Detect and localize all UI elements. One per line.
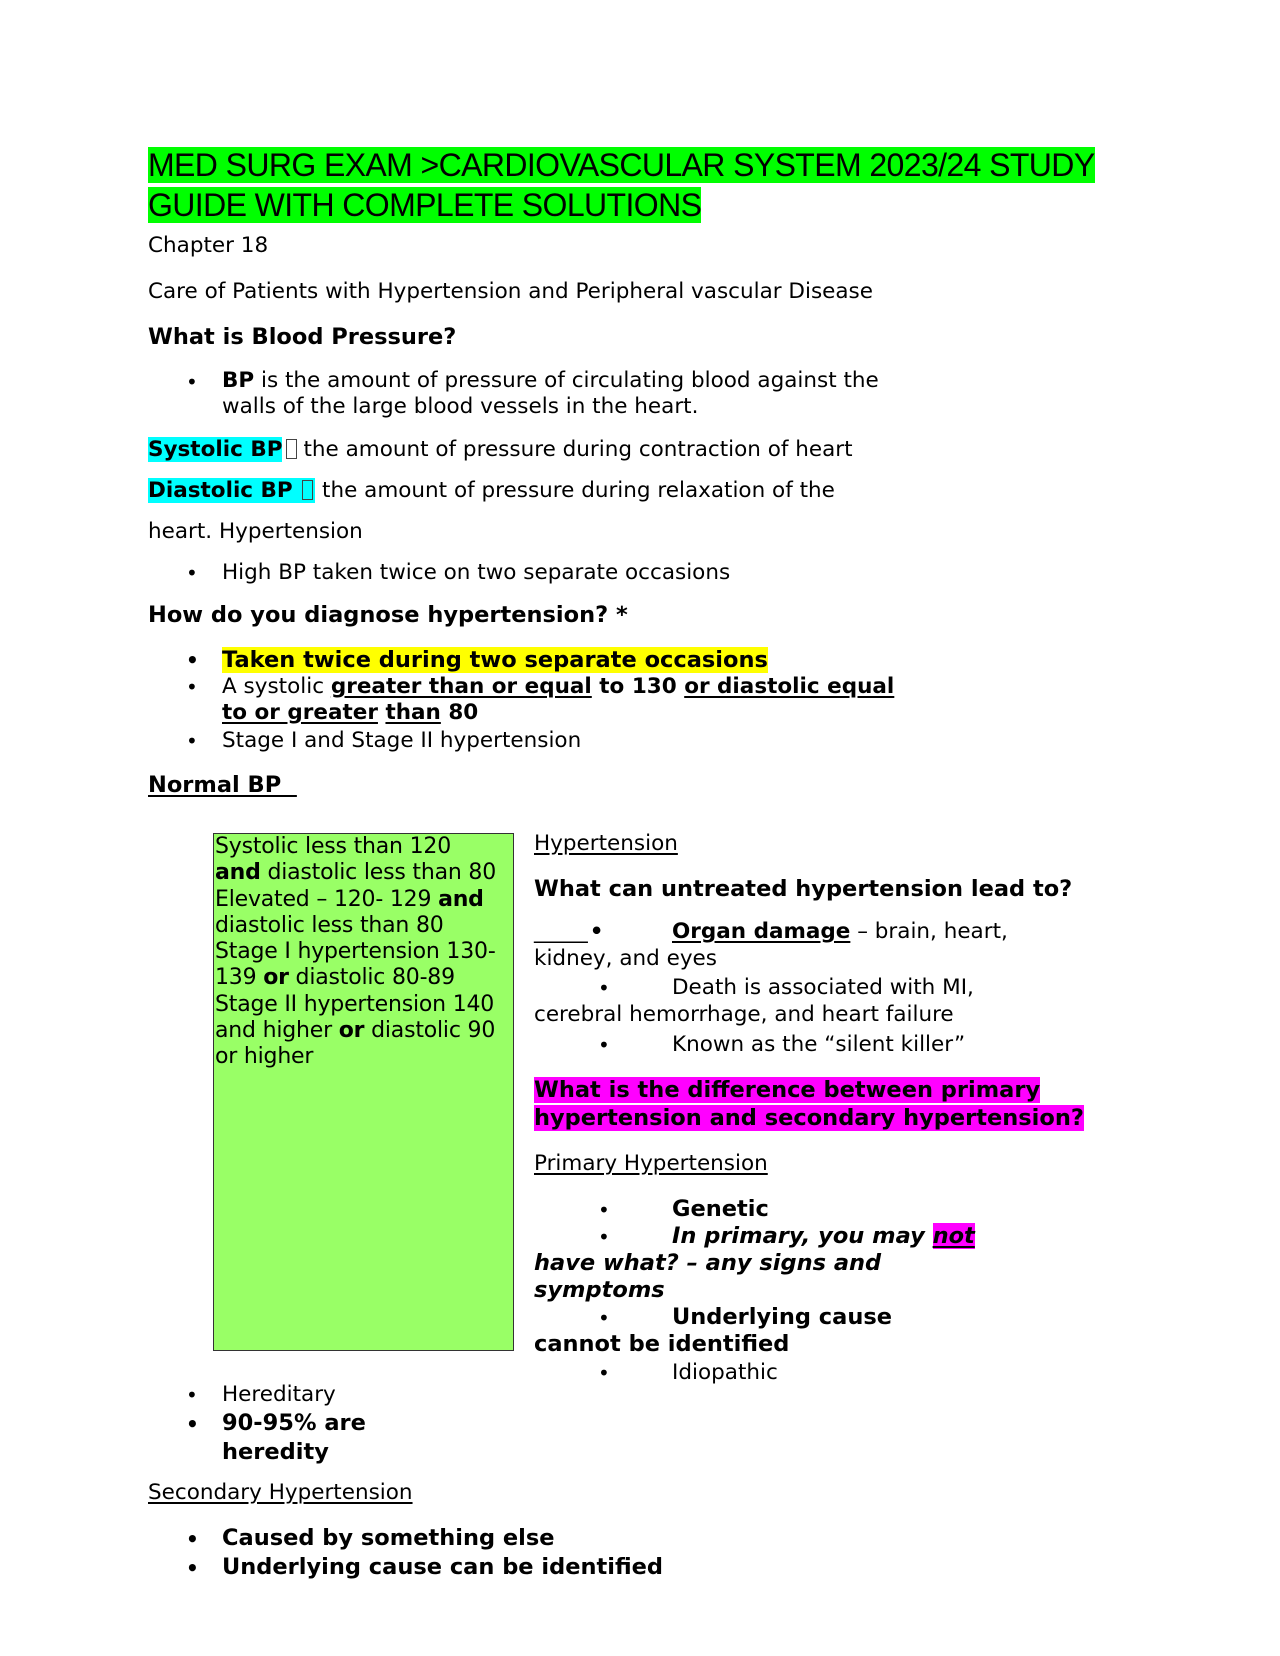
bp-definition-line-1 <box>222 368 879 393</box>
bp-heading: What is Blood Pressure? <box>148 324 457 350</box>
chapter-subtitle: Care of Patients with Hypertension and Peripheral vascular Disease <box>148 279 873 304</box>
document-title <box>148 145 1095 225</box>
bullet-icon: • <box>186 561 198 585</box>
primary-may-line-3: symptoms <box>534 1277 665 1303</box>
diagnose-bullet-1 <box>222 647 768 673</box>
diagnose-bullet-3: Stage I and Stage II hypertension <box>222 728 582 753</box>
arrow-icon <box>286 439 297 459</box>
hereditary-bullet: Hereditary <box>222 1382 336 1407</box>
hypertension-bullet: High BP taken twice on two separate occasions <box>222 560 731 585</box>
secondary-bullet-2: Underlying cause can be identified <box>222 1554 664 1580</box>
primary-may-line-2: have what? – any signs and <box>534 1250 882 1276</box>
primary-heading: Primary Hypertension <box>534 1151 768 1176</box>
bullet-icon: • <box>598 1306 610 1330</box>
difference-question <box>534 1076 1084 1132</box>
diagnose-bullet-2-line-1: A systolic greater than or equal to 130 or diastolic equal <box>222 674 895 699</box>
bullet-icon: • <box>598 1033 610 1057</box>
diastolic-text: the amount of pressure during relaxation of the <box>322 478 835 503</box>
normal-bp-heading: Normal BP <box>148 772 297 798</box>
bullet-icon: • <box>186 1556 199 1580</box>
bullet-icon: • <box>598 1198 610 1222</box>
primary-genetic: Genetic <box>672 1196 769 1222</box>
diagnose-heading: How do you diagnose hypertension? * <box>148 602 628 628</box>
bullet-icon: • <box>186 648 199 672</box>
bullet-icon: • <box>186 1527 199 1551</box>
bullet-icon: • <box>186 1412 199 1436</box>
diastolic-term: Diastolic BP <box>148 478 315 503</box>
bullet-icon: • <box>186 370 198 394</box>
organ-damage-line-1 <box>534 919 604 944</box>
heredity-percent-line-2: heredity <box>222 1439 329 1465</box>
bp-range-line: Stage II hypertension 140 <box>215 991 495 1017</box>
question-highlight-line-1: What is the difference between primary <box>534 1077 1041 1103</box>
arrow-icon <box>302 480 313 500</box>
diastolic-continuation: heart. Hypertension <box>148 519 363 544</box>
chapter-label: Chapter 18 <box>148 233 269 258</box>
not-highlight: not <box>932 1223 975 1249</box>
bp-range-line: Elevated – 120- 129 and <box>215 886 484 912</box>
bp-range-line: and higher or diastolic 90 <box>215 1018 496 1044</box>
bullet-icon: • <box>186 1383 198 1407</box>
bullet-icon: • <box>589 919 604 944</box>
death-line-1: Death is associated with MI, <box>672 975 974 1000</box>
bp-definition-line-2: walls of the large blood vessels in the heart. <box>222 394 699 419</box>
primary-cause-line-2: cannot be identified <box>534 1331 790 1357</box>
systolic-text: the amount of pressure during contraction of heart <box>303 437 853 462</box>
secondary-bullet-1: Caused by something else <box>222 1525 555 1551</box>
bp-range-line: diastolic less than 80 <box>215 912 444 938</box>
bp-definition-text: is the amount of pressure of circulating blood against the <box>254 368 879 393</box>
heredity-percent-line-1: 90-95% are <box>222 1410 366 1436</box>
bp-term: BP <box>222 368 255 393</box>
systolic-term: Systolic BP <box>148 437 283 462</box>
bullet-icon: • <box>598 976 610 1000</box>
bullet-icon: • <box>186 675 198 699</box>
bp-range-line: or higher <box>215 1044 314 1070</box>
death-line-2: cerebral hemorrhage, and heart failure <box>534 1002 954 1027</box>
bp-ranges-box <box>213 833 514 1351</box>
primary-cause-line-1: Underlying cause <box>672 1304 892 1330</box>
question-highlight-line-2: hypertension and secondary hypertension? <box>534 1105 1084 1131</box>
hypertension-heading: Hypertension <box>534 831 678 856</box>
blank-line: _____ <box>534 919 588 944</box>
systolic-definition <box>148 437 853 462</box>
organ-damage-line-2: kidney, and eyes <box>534 946 717 971</box>
diagnose-bullet-2-line-2: to or greater than 80 <box>222 700 479 725</box>
organ-damage-text: Organ damage – brain, heart, <box>672 919 1008 944</box>
bp-range-line: Systolic less than 120 <box>215 834 451 859</box>
title-line-2: GUIDE WITH COMPLETE SOLUTIONS <box>148 187 702 223</box>
key-point-highlight: Taken twice during two separate occasions <box>222 647 768 673</box>
diastolic-definition <box>148 478 835 503</box>
silent-killer: Known as the “silent killer” <box>672 1032 966 1057</box>
untreated-question: What can untreated hypertension lead to? <box>534 876 1073 902</box>
bp-range-line: 139 or diastolic 80-89 <box>215 965 455 991</box>
bullet-icon: • <box>186 729 198 753</box>
bullet-icon: • <box>598 1361 610 1385</box>
bp-range-line: Stage I hypertension 130- <box>215 939 496 965</box>
title-line-1: MED SURG EXAM >CARDIOVASCULAR SYSTEM 2023/24 STUDY <box>148 147 1095 183</box>
secondary-heading: Secondary Hypertension <box>148 1480 413 1505</box>
bp-range-line: and diastolic less than 80 <box>215 860 497 886</box>
primary-may-line-1: In primary, you may not <box>672 1223 975 1249</box>
bullet-icon: • <box>598 1225 610 1249</box>
primary-idiopathic: Idiopathic <box>672 1360 778 1385</box>
